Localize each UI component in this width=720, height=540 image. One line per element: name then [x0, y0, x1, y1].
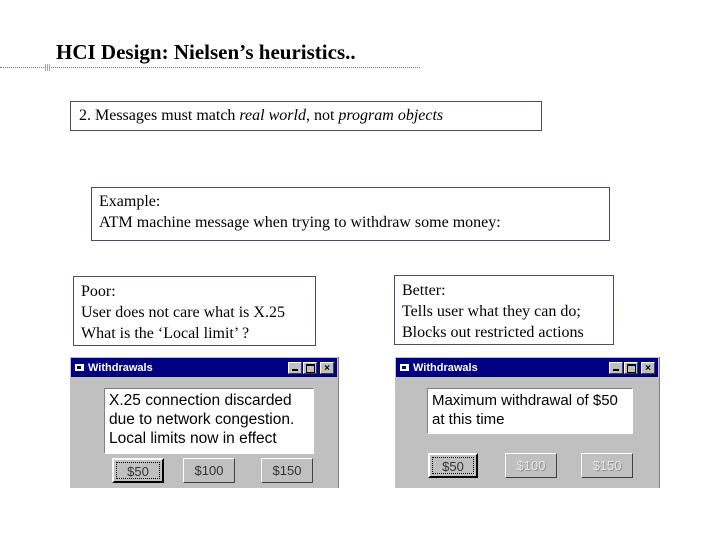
better-point-2: Blocks out restricted actions — [402, 324, 584, 341]
poor-label: Poor: — [81, 283, 116, 300]
heuristic-emphasis-program-objects: program objects — [338, 107, 444, 124]
example-box — [91, 187, 610, 241]
window-title: Withdrawals — [88, 361, 153, 374]
maximize-icon[interactable] — [624, 362, 638, 374]
message-line-2: due to network congestion. — [109, 411, 295, 428]
close-icon[interactable]: × — [320, 362, 334, 374]
example-label: Example: — [99, 193, 161, 210]
better-box — [394, 275, 614, 345]
message-line-1: Maximum withdrawal of $50 — [432, 392, 618, 409]
amount-100-button[interactable]: $100 — [183, 458, 235, 483]
better-point-1: Tells user what they can do; — [402, 303, 581, 320]
amount-50-button[interactable]: $50 — [428, 453, 478, 478]
amount-150-button[interactable]: $150 — [261, 458, 313, 483]
message-box — [427, 388, 633, 434]
amount-100-button-disabled: $100 — [505, 453, 557, 478]
message-box — [104, 388, 314, 454]
minimize-icon[interactable] — [609, 362, 623, 374]
app-icon — [75, 364, 84, 371]
minimize-icon[interactable] — [288, 362, 302, 374]
example-description: ATM machine message when trying to withdraw some money: — [99, 214, 501, 231]
window-titlebar[interactable] — [71, 358, 337, 377]
title-divider — [0, 67, 420, 68]
maximize-icon[interactable] — [303, 362, 317, 374]
amount-50-button[interactable]: $50 — [112, 458, 164, 483]
poor-withdrawals-window — [70, 357, 339, 488]
poor-point-2: What is the ‘Local limit’ ? — [81, 325, 250, 342]
window-title: Withdrawals — [413, 361, 478, 374]
heuristic-middle: , not — [305, 107, 339, 124]
slide-title: HCI Design: Nielsen’s heuristics.. — [56, 40, 356, 64]
poor-box — [73, 276, 316, 346]
amount-150-button-disabled: $150 — [581, 453, 633, 478]
better-withdrawals-window — [395, 357, 660, 488]
better-label: Better: — [402, 282, 446, 299]
message-line-3: Local limits now in effect — [109, 430, 277, 447]
message-line-2: at this time — [432, 411, 505, 428]
heuristic-prefix: 2. Messages must match — [79, 107, 240, 124]
app-icon — [400, 364, 409, 371]
message-line-1: X.25 connection discarded — [109, 392, 292, 409]
close-icon[interactable]: × — [641, 362, 655, 374]
poor-point-1: User does not care what is X.25 — [81, 304, 285, 321]
divider-marker — [45, 64, 51, 71]
heuristic-emphasis-real-world: real world — [239, 107, 306, 124]
window-titlebar[interactable] — [396, 358, 658, 377]
heuristic-box — [70, 101, 542, 131]
